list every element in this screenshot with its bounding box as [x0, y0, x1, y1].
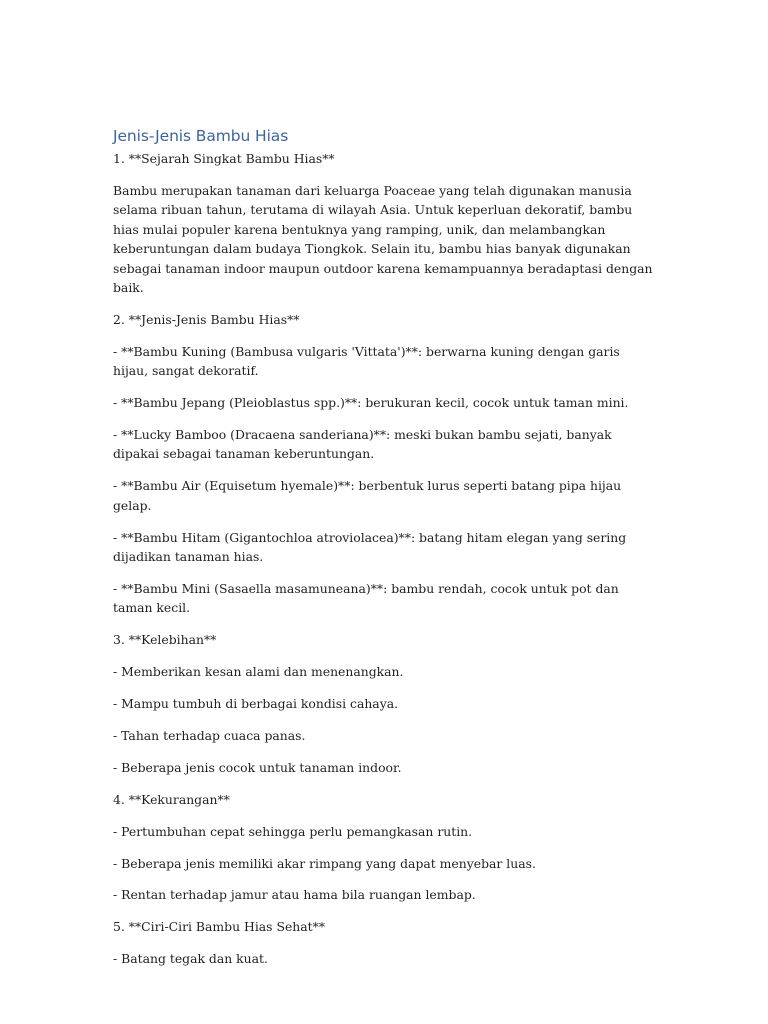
list-item-bambu-air: - **Bambu Air (Equisetum hyemale)**: berbentuk lurus seperti batang pipa hijau gelap.	[113, 478, 622, 513]
list-item-bambu-hitam: - **Bambu Hitam (Gigantochloa atroviolacea)**: batang hitam elegan yang sering dijadikan tanaman hias.	[113, 529, 627, 564]
list-item-kelebihan-3: - Tahan terhadap cuaca panas.	[113, 727, 306, 743]
list-item-lucky-bamboo: - **Lucky Bamboo (Dracaena sanderiana)**: meski bukan bambu sejati, banyak dipakai sebagai tanaman keberuntungan.	[113, 426, 612, 462]
paragraph-sejarah: Bambu merupakan tanaman dari keluarga Poaceae yang telah digunakan manusia selama ribuan tahun, terutama di wilayah Asia. Untuk keperluan dekoratif, bambu hias mulai populer karena bentuknya yang ramping, unik, dan melambangkan keberuntungan dalam budaya Tiongkok. Selain itu, bambu hias banyak digunakan sebagai tanaman indoor maupun outdoor karena kemampuannya beradaptasi dengan baik.	[113, 182, 653, 295]
list-item-ciri-ciri-1: - Batang tegak dan kuat.	[113, 951, 268, 967]
section-heading-ciri-ciri: 5. **Ciri-Ciri Bambu Hias Sehat**	[113, 919, 326, 935]
document-page	[113, 126, 658, 981]
list-item-bambu-mini: - **Bambu Mini (Sasaella masamuneana)**: bambu rendah, cocok untuk pot dan taman kecil.	[113, 580, 619, 616]
list-item-kelebihan-4: - Beberapa jenis cocok untuk tanaman indoor.	[113, 759, 402, 775]
document-title: Jenis-Jenis Bambu Hias	[113, 127, 289, 145]
list-item-kekurangan-3: - Rentan terhadap jamur atau hama bila ruangan lembap.	[113, 887, 476, 903]
section-heading-jenis: 2. **Jenis-Jenis Bambu Hias**	[113, 311, 300, 327]
section-heading-kekurangan: 4. **Kekurangan**	[113, 791, 230, 807]
list-item-kelebihan-2: - Mampu tumbuh di berbagai kondisi cahaya.	[113, 696, 399, 712]
section-heading-sejarah: 1. **Sejarah Singkat Bambu Hias**	[113, 151, 335, 166]
list-item-kekurangan-1: - Pertumbuhan cepat sehingga perlu pemangkasan rutin.	[113, 823, 473, 839]
list-item-bambu-kuning: - **Bambu Kuning (Bambusa vulgaris 'Vittata')**: berwarna kuning dengan garis hijau, sangat dekoratif.	[113, 343, 620, 379]
list-item-kekurangan-2: - Beberapa jenis memiliki akar rimpang yang dapat menyebar luas.	[113, 855, 536, 871]
section-heading-kelebihan: 3. **Kelebihan**	[113, 632, 217, 648]
list-item-kelebihan-1: - Memberikan kesan alami dan menenangkan.	[113, 664, 404, 680]
list-item-bambu-jepang: - **Bambu Jepang (Pleioblastus spp.)**: berukuran kecil, cocok untuk taman mini.	[113, 395, 629, 411]
